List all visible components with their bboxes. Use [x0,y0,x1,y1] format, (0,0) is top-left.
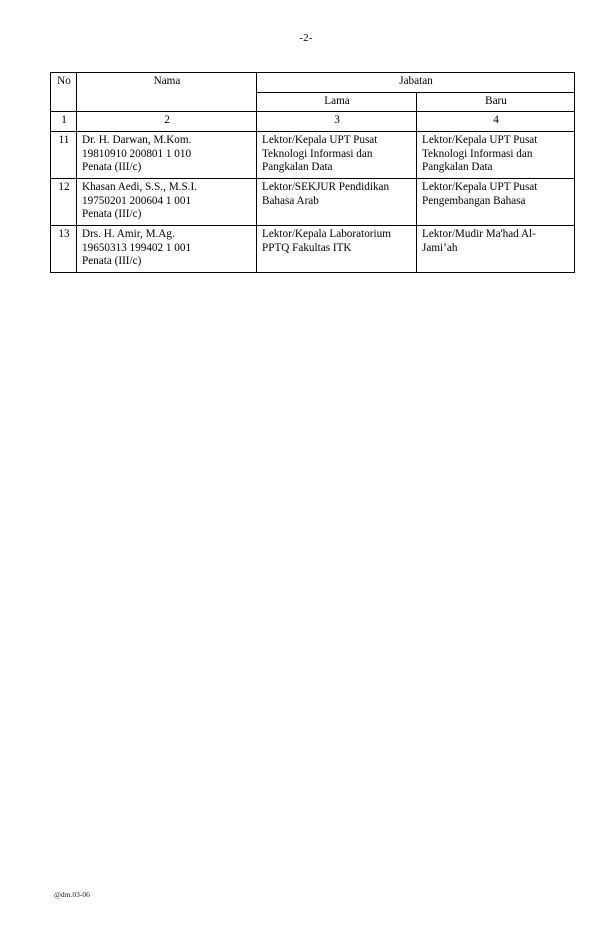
nama-line: Drs. H. Amir, M.Ag. [82,227,175,240]
column-number-2: 2 [77,112,257,132]
baru-line: Teknologi Informasi dan [422,147,533,160]
row-jabatan-baru [417,178,575,225]
header-no: No [51,73,77,112]
header-lama: Lama [257,92,417,112]
pangkat-line: Penata (III/c) [82,255,142,268]
lama-line: Teknologi Informasi dan [262,147,373,160]
table-row [51,178,575,225]
row-no: 12 [51,178,77,225]
row-jabatan-baru [417,131,575,178]
header-jabatan: Jabatan [257,73,575,93]
row-jabatan-lama [257,131,417,178]
nip-line: 19750201 200604 1 001 [82,194,192,207]
baru-line: Lektor/Kepala UPT Pusat [422,133,538,146]
row-nama [77,178,257,225]
pangkat-line: Penata (III/c) [82,161,142,174]
pangkat-line: Penata (III/c) [82,208,142,221]
nama-line: Khasan Aedi, S.S., M.S.I. [82,180,197,193]
row-nama [77,225,257,272]
personnel-table [50,72,575,273]
baru-line: Pengembangan Bahasa [422,194,526,207]
lama-line: Pangkalan Data [262,161,333,174]
lama-line: Lektor/Kepala Laboratorium [262,227,391,240]
column-number-4: 4 [417,112,575,132]
personnel-table-container [50,72,574,273]
baru-line: Lektor/Kepala UPT Pusat [422,180,538,193]
nip-line: 19650313 199402 1 001 [82,241,192,254]
nama-line: Dr. H. Darwan, M.Kom. [82,133,192,146]
page-number: -2- [299,32,313,44]
lama-line: Lektor/SEKJUR Pendidikan [262,180,390,193]
row-nama [77,131,257,178]
baru-line: Lektor/Mudir Ma'had Al- [422,227,536,240]
footer-code: @dm.03-06 [54,890,90,899]
header-baru: Baru [417,92,575,112]
column-number-3: 3 [257,112,417,132]
table-row [51,225,575,272]
lama-line: PPTQ Fakultas ITK [262,241,352,254]
lama-line: Bahasa Arab [262,194,319,207]
header-nama: Nama [77,73,257,112]
column-number-1: 1 [51,112,77,132]
baru-line: Jami’ah [422,241,458,254]
table-row [51,131,575,178]
table-header-row-1 [51,73,575,93]
table-column-number-row [51,112,575,132]
row-no: 13 [51,225,77,272]
baru-line: Pangkalan Data [422,161,493,174]
row-jabatan-lama [257,225,417,272]
nip-line: 19810910 200801 1 010 [82,147,192,160]
row-no: 11 [51,131,77,178]
row-jabatan-baru [417,225,575,272]
lama-line: Lektor/Kepala UPT Pusat [262,133,378,146]
row-jabatan-lama [257,178,417,225]
